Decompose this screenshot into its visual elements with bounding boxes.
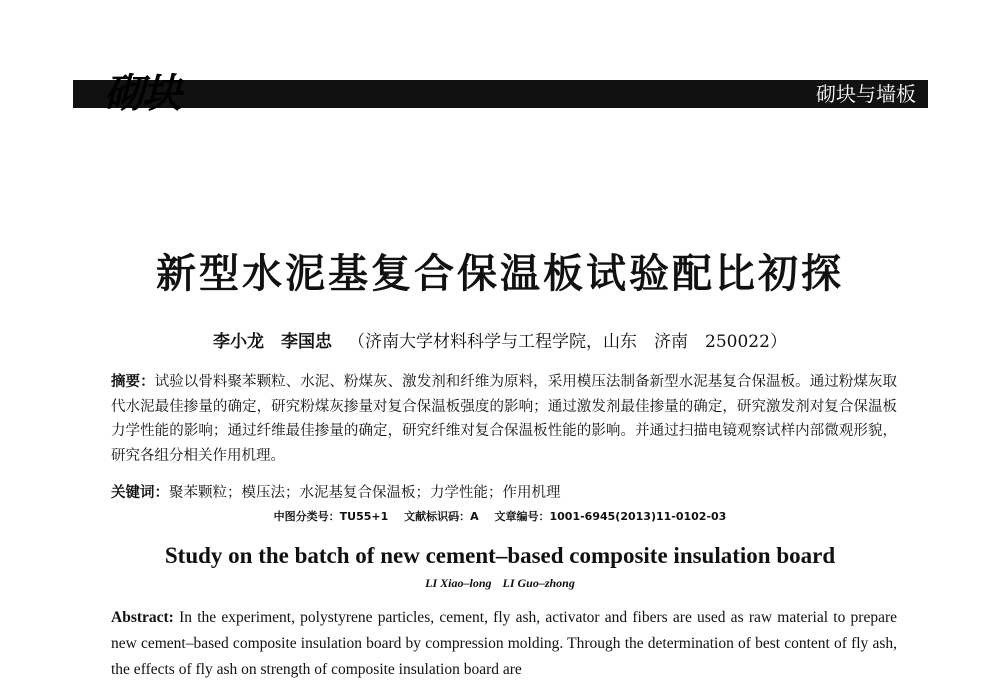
authors-en [0,574,1000,592]
abstract-cn-label: 摘要： [111,374,155,390]
clc-number: 中图分类号：TU55+1 [273,510,389,523]
article-number: 文章编号：1001-6945(2013)11-0102-03 [494,510,727,523]
classification-line [0,508,1000,526]
author-names-cn: 李小龙 李国忠 [213,332,333,352]
section-label: 砌块与墙板 [816,82,916,106]
author-en-1: LI Xiao–long [425,576,492,590]
keywords-cn [111,481,897,505]
keywords-cn-label: 关键词： [111,485,169,501]
paper-title-en: Study on the batch of new cement–based composite insulation board [164,543,836,568]
abstract-en-label: Abstract: [111,609,174,626]
authors-cn [0,330,1000,354]
journal-logo: 砌块 [104,71,180,117]
author-en-2: LI Guo–zhong [502,576,575,590]
keywords-cn-text: 聚苯颗粒；模压法；水泥基复合保温板；力学性能；作用机理 [169,485,561,501]
abstract-cn [111,370,897,468]
paper-title-cn: 新型水泥基复合保温板试验配比初探 [156,251,844,297]
abstract-cn-text: 试验以骨料聚苯颗粒、水泥、粉煤灰、激发剂和纤维为原料，采用模压法制备新型水泥基复合保温板。通过粉煤灰取代水泥最佳掺量的确定，研究粉煤灰掺量对复合保温板强度的影响；通过激发剂最佳掺量的确定，研究激发剂对复合保温板力学性能的影响；通过纤维最佳掺量的确定，研究纤维对复合保温板性能的影响。并通过扫描电镜观察试样内部微观形貌，研究各组分相关作用机理。 [111,374,897,464]
abstract-en-text: In the experiment, polystyrene particles, cement, fly ash, activator and fibers are used as raw material to prepare new cement–based composite insulation board by compression molding. Through the determination of best content of fly ash, the effects of fly ash on strength of composite insulation board are [111,609,898,678]
abstract-en [111,605,897,683]
author-affiliation-cn: （济南大学材料科学与工程学院，山东 济南 250022） [348,332,787,352]
document-code: 文献标识码：A [404,510,479,523]
